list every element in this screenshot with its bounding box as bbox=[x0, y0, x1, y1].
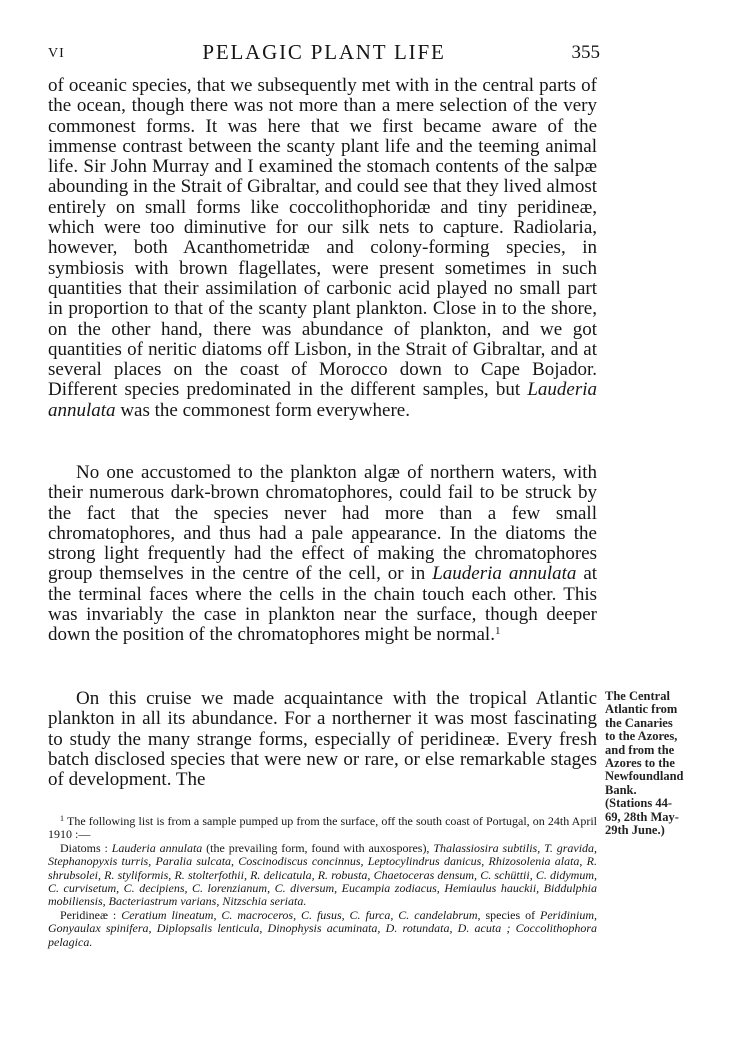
body-paragraph-1 bbox=[48, 76, 597, 421]
paragraph-text: was the commonest form everywhere. bbox=[120, 399, 410, 421]
footnote-mark: 1 bbox=[60, 814, 64, 823]
footnote-diatoms bbox=[48, 842, 597, 909]
footnote-intro bbox=[48, 812, 597, 842]
peridineae-species-list-2: Peridinium, Gonyaulax spinifera, Diplopsalis lenticula, Dinophysis acuminata, D. rotundata, D. acuta ; Coccolithophora pelagica. bbox=[48, 907, 598, 949]
running-title: PELAGIC PLANT LIFE bbox=[202, 40, 446, 64]
body-paragraph-3 bbox=[48, 689, 597, 790]
peridineae-species-of: species of bbox=[485, 907, 536, 922]
page-header bbox=[48, 40, 600, 68]
paragraph-text: No one accustomed to the plankton algæ of northern waters, with their numerous dark-brown chromatophores, could fail to be struck by the fact that the species never had more than a few small chromatophores, and thus had a pale appearance. In the diatoms the strong light frequently had the effect of making the chromatophores group themselves in the centre of the cell, or in bbox=[48, 462, 597, 585]
footnote-intro-text: The following list is from a sample pumped up from the surface, off the south coast of Portugal, on 24th April 1910 :— bbox=[48, 814, 597, 842]
footnote-peridineae bbox=[48, 909, 597, 949]
diatoms-first-species: Lauderia annulata bbox=[111, 840, 203, 855]
diatoms-note: (the prevailing form, found with auxospores), bbox=[206, 840, 430, 855]
page-number: 355 bbox=[571, 42, 600, 63]
diatoms-label: Diatoms : bbox=[60, 840, 108, 855]
italic-species-name: Lauderia annulata bbox=[432, 563, 577, 585]
body-paragraph-2 bbox=[48, 463, 597, 646]
paragraph-text: of oceanic species, that we subsequently met with in the central parts of the ocean, though there was not more than a mere selection of the very commonest forms. It was here that we first became aware of the immense contrast between the scanty plant life and the teeming animal life. Sir John Murray and I examined the stomach contents of the salpæ abounding in the Strait of Gibraltar, and could see that they lived almost entirely on small forms like coccolithophoridæ and tiny peridineæ, which were too diminutive for our silk nets to capture. Radiolaria, however, both Acanthometridæ and colony-forming species, in symbiosis with brown flagellates, were present sometimes in such quantities that their assimilation of carbonic acid played no small part in proportion to that of the scanty plant plankton. Close in to the shore, on the other hand, there was abundance of plankton, and we got quantities of neritic diatoms off Lisbon, in the Strait of Gibraltar, and at several places on the coast of Morocco down to Cape Bojador. Different species predominated in the different samples, but bbox=[48, 75, 597, 401]
margin-note: The Central Atlantic from the Canaries to the Azores, and from the Azores to the Newfoundland Bank. (Stations 44- 69, 28th May- 29th June.) bbox=[605, 689, 684, 838]
diatoms-species-list: Thalassiosira subtilis, T. gravida, Stephanopyxis turris, Paralia sulcata, Coscinodiscus concinnus, Leptocylindrus danicus, Rhizosolenia alata, R. shrubsolei, R. styliformis, R. stolterfothii, R. delicatula, R. robusta, Chaetoceras densum, C. schüttii, C. didymum, C. curvisetum, C. decipiens, C. lorenzianum, C. diversum, Eucampia zodiacus, Hemiaulus hauckii, Biddulphia mobiliensis, Bacteriastrum varians, Nitzschia seriata. bbox=[48, 840, 598, 909]
chapter-number: VI bbox=[48, 46, 65, 61]
italic-species-name: Lauderia annulata bbox=[48, 379, 598, 421]
footnote bbox=[48, 812, 597, 949]
peridineae-species-list: Ceratium lineatum, C. macroceros, C. fusus, C. furca, C. candelabrum, bbox=[121, 907, 481, 922]
footnote-reference: 1 bbox=[494, 625, 501, 638]
peridineae-label: Peridineæ : bbox=[60, 907, 117, 922]
paragraph-text: On this cruise we made acquaintance with the tropical Atlantic plankton in all its abundance. For a northerner it was most fascinating to study the many strange forms, especially of peridineæ. Every fresh batch disclosed species that were new or rare, or else remarkable stages of development. The bbox=[48, 688, 597, 791]
paragraph-text: at the terminal faces where the cells in the chain touch each other. This was invariably the case in plankton near the surface, though deeper down the position of the chromatophores might be normal. bbox=[48, 563, 598, 646]
